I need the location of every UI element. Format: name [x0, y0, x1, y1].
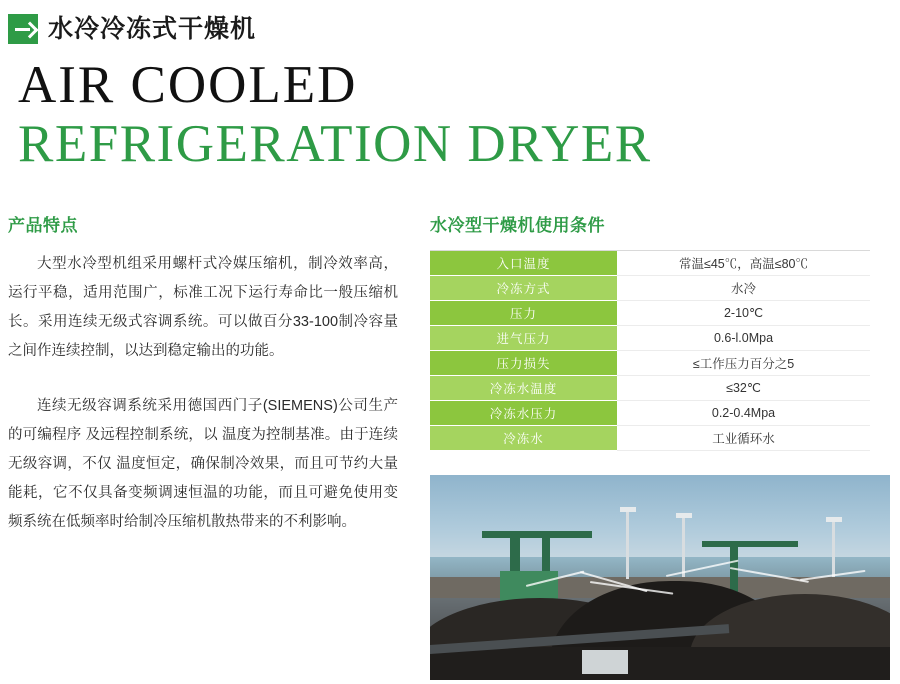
spec-value: 工业循环水	[617, 425, 870, 450]
table-row	[430, 325, 870, 350]
light-mast-icon	[832, 519, 835, 577]
right-column	[420, 211, 890, 680]
table-row	[430, 250, 870, 275]
table-row	[430, 350, 870, 375]
spec-value: 0.2-0.4Mpa	[617, 400, 870, 425]
crane-boom-icon	[702, 541, 798, 547]
light-mast-icon	[626, 509, 629, 579]
title-line-2: REFRIGERATION DRYER	[18, 115, 652, 174]
page-header	[0, 0, 900, 175]
photo-sky	[430, 475, 890, 569]
table-row	[430, 300, 870, 325]
left-section-heading: 产品特点	[8, 215, 78, 235]
spec-key: 进气压力	[430, 325, 617, 350]
kicker-text: 水冷冷冻式干燥机	[48, 14, 257, 43]
spec-key: 冷冻水压力	[430, 400, 617, 425]
spec-value: ≤工作压力百分之5	[617, 350, 870, 375]
left-paragraph-2: 连续无级容调系统采用德国西门子(SIEMENS)公司生产的可编程序 及远程控制系统，以 温度为控制基准。由于连续无级容调，不仅 温度恒定，确保制冷效果，而且可节约大量能耗，它不仅具备变频调速恒温的功能，而且可避免使用变频系统在低频率时给制冷压缩机散热带来的不利影响。	[8, 397, 398, 530]
spec-table-body	[430, 250, 870, 450]
light-mast-head-icon	[620, 507, 636, 512]
kicker-row	[8, 14, 900, 44]
spec-key: 冷冻水温度	[430, 375, 617, 400]
spec-value: ≤32℃	[617, 375, 870, 400]
table-row	[430, 375, 870, 400]
table-row	[430, 400, 870, 425]
left-column	[0, 211, 420, 680]
spec-value: 2-10℃	[617, 300, 870, 325]
table-row	[430, 425, 870, 450]
spec-value: 0.6-l.0Mpa	[617, 325, 870, 350]
coal-terminal-photo	[430, 475, 890, 680]
page-title	[8, 56, 900, 175]
light-mast-head-icon	[676, 513, 692, 518]
photo-ground	[430, 647, 890, 680]
light-mast-head-icon	[826, 517, 842, 522]
spec-key: 冷冻水	[430, 425, 617, 450]
left-paragraph-1: 大型水冷型机组采用螺杆式冷媒压缩机，制冷效率高，运行平稳，适用范围广，标准工况下运行寿命比一般压缩机长。采用连续无级式容调系统。可以做百分33-100制冷容量之间作连续控制，以达到稳定输出的功能。	[8, 255, 398, 359]
table-row	[430, 275, 870, 300]
light-mast-icon	[682, 515, 685, 577]
arrow-right-icon	[8, 14, 38, 44]
spec-key: 冷冻方式	[430, 275, 617, 300]
title-line-1: AIR COOLED	[18, 56, 358, 114]
spec-value: 常温≤45℃，高温≤80℃	[617, 250, 870, 275]
spec-key: 入口温度	[430, 250, 617, 275]
spec-key: 压力损失	[430, 350, 617, 375]
spec-table	[430, 250, 870, 451]
content-area	[0, 211, 900, 680]
spec-value: 水冷	[617, 275, 870, 300]
spec-key: 压力	[430, 300, 617, 325]
crane-boom-icon	[482, 531, 592, 538]
machine-cab	[582, 650, 628, 674]
right-section-heading: 水冷型干燥机使用条件	[430, 215, 605, 235]
